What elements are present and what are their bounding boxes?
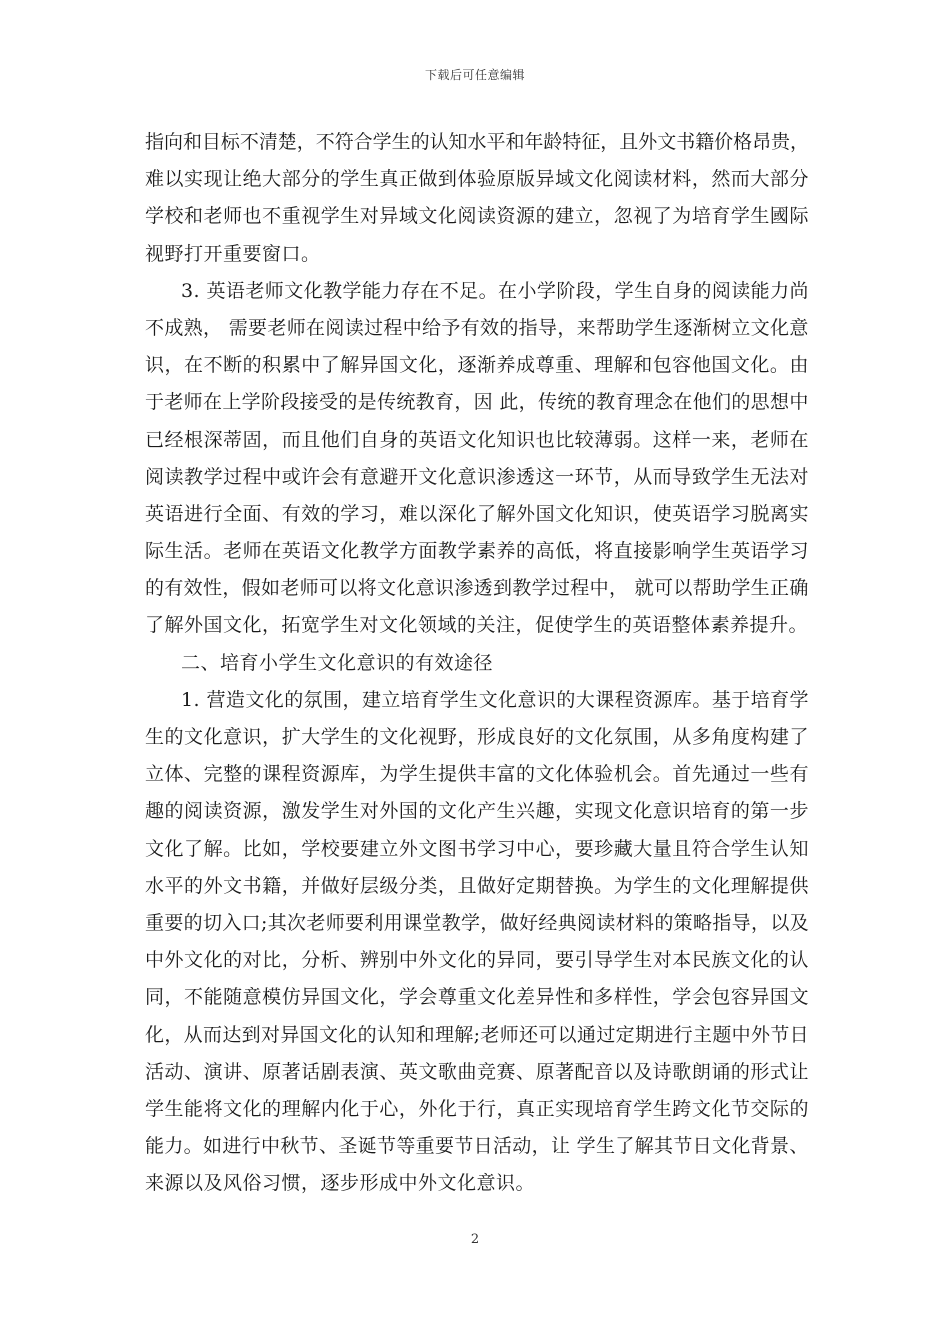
text-line: 际生活。老师在英语文化教学方面教学素养的高低，将直接影响学生英语学习 xyxy=(145,540,809,563)
text-line: 视野打开重要窗口。 xyxy=(145,242,321,265)
text-line: 化，从而达到对异国文化的认知和理解;老师还可以通过定期进行主题中外节日 xyxy=(145,1023,809,1046)
text-line: 水平的外文书籍，并做好层级分类，且做好定期替换。为学生的文化理解提供 xyxy=(145,874,809,897)
text-line: 已经根深蒂固，而且他们自身的英语文化知识也比较薄弱。这样一来，老师在 xyxy=(145,428,809,451)
page-number: 2 xyxy=(470,1232,480,1247)
text-line: 于老师在上学阶段接受的是传统教育，因 此，传统的教育理念在他们的思想中 xyxy=(145,391,809,414)
text-line: 二、培育小学生文化意识的有效途径 xyxy=(181,651,494,674)
text-line: 活动、演讲、原著话剧表演、英文歌曲竞赛、原著配音以及诗歌朗诵的形式让 xyxy=(145,1060,809,1083)
text-line: 中外文化的对比，分析、辨别中外文化的异同，要引导学生对本民族文化的认 xyxy=(145,949,809,972)
text-line: 生的文化意识，扩大学生的文化视野，形成良好的文化氛围，从多角度构建了 xyxy=(145,726,809,748)
text-line: 难以实现让绝大部分的学生真正做到体验原版异域文化阅读材料，然而大部分 xyxy=(145,168,809,191)
text-line: 阅读教学过程中或许会有意避开文化意识渗透这一环节，从而导致学生无法对 xyxy=(145,465,809,488)
text-line: 文化了解。比如，学校要建立外文图书学习中心，要珍藏大量且符合学生认知 xyxy=(145,837,809,860)
text-line: 同，不能随意模仿异国文化，学会尊重文化差异性和多样性，学会包容异国文 xyxy=(145,986,809,1009)
text-line: 重要的切入口;其次老师要利用课堂教学，做好经典阅读材料的策略指导，以及 xyxy=(145,911,809,934)
text-line: 了解外国文化，拓宽学生对文化领域的关注，促使学生的英语整体素养提升。 xyxy=(145,614,809,637)
text-line: 英语进行全面、有效的学习，难以深化了解外国文化知识，使英语学习脱离实 xyxy=(145,502,809,525)
text-line: 立体、完整的课程资源库，为学生提供丰富的文化体验机会。首先通过一些有 xyxy=(145,763,809,786)
text-line: 能力。如进行中秋节、圣诞节等重要节日活动，让 学生了解其节日文化背景、 xyxy=(145,1135,809,1158)
text-line: 1. 营造文化的氛围，建立培育学生文化意识的大课程资源库。基于培育学 xyxy=(181,688,809,711)
text-line: 识，在不断的积累中了解异国文化，逐渐养成尊重、理解和包容他国文化。由 xyxy=(145,354,809,377)
page-header: 下载后可任意编辑 xyxy=(424,68,525,82)
text-line: 来源以及风俗习惯，逐步形成中外文化意识。 xyxy=(145,1172,536,1195)
text-line: 的有效性，假如老师可以将文化意识渗透到教学过程中， 就可以帮助学生正确 xyxy=(145,577,809,600)
text-line: 指向和目标不清楚，不符合学生的认知水平和年龄特征，且外文书籍价格昂贵， xyxy=(145,131,809,153)
document-body xyxy=(145,124,809,1202)
text-line: 学校和老师也不重视学生对异域文化阅读资源的建立，忽视了为培育学生國际 xyxy=(145,205,809,228)
text-line: 3. 英语老师文化教学能力存在不足。在小学阶段，学生自身的阅读能力尚 xyxy=(181,279,809,302)
text-line: 学生能将文化的理解内化于心，外化于行，真正实现培育学生跨文化节交际的 xyxy=(145,1097,809,1120)
text-line: 不成熟， 需要老师在阅读过程中给予有效的指导，来帮助学生逐渐树立文化意 xyxy=(145,316,809,339)
text-line: 趣的阅读资源，激发学生对外国的文化产生兴趣，实现文化意识培育的第一步 xyxy=(145,800,809,823)
